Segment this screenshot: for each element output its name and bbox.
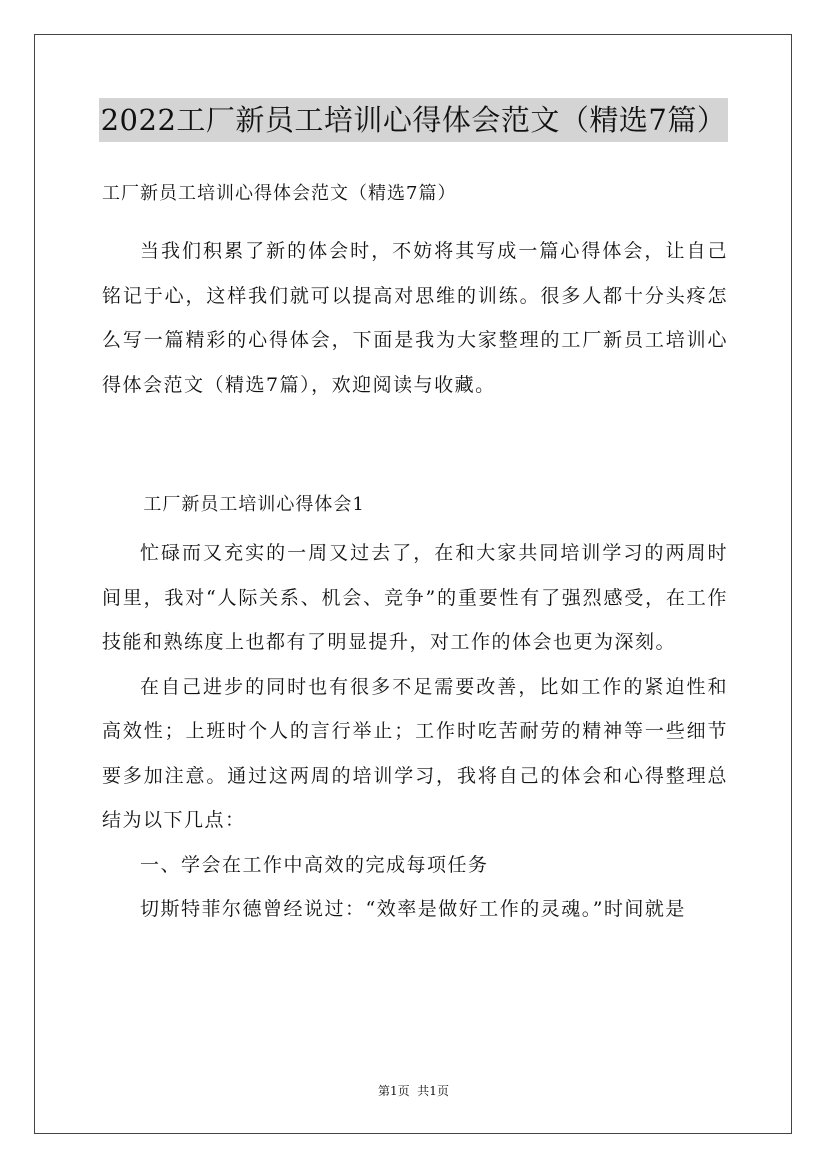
- page-footer: 第1页 共1页: [378, 1084, 449, 1098]
- body-paragraph: 切斯特菲尔德曾经说过：“效率是做好工作的灵魂。”时间就是: [140, 898, 686, 920]
- document-body: [102, 176, 728, 932]
- body-paragraph: 在自己进步的同时也有很多不足需要改善，比如工作的紧迫性和高效性；上班时个人的言行举止；工作时吃苦耐劳的精神等一些细节要多加注意。通过这两周的培训学习，我将自己的体会和心得整理总结为以下几点：: [102, 675, 728, 831]
- document-title: 2022工厂新员工培训心得体会范文（精选7篇）: [99, 98, 729, 142]
- intro-paragraph: 当我们积累了新的体会时，不妨将其写成一篇心得体会，让自己铭记于心，这样我们就可以提高对思维的训练。很多人都十分头疼怎么写一篇精彩的心得体会，下面是我为大家整理的工厂新员工培训心得体会范文（精选7篇），欢迎阅读与收藏。: [102, 240, 728, 396]
- title-container: [0, 98, 827, 142]
- document-subtitle: 工厂新员工培训心得体会范文（精选7篇）: [102, 183, 457, 204]
- body-paragraph: 忙碌而又充实的一周又过去了，在和大家共同培训学习的两周时间里，我对“人际关系、机会、竞争”的重要性有了强烈感受，在工作技能和熟练度上也都有了明显提升，对工作的体会也更为深刻。: [102, 542, 728, 653]
- subsection-heading: 一、学会在工作中高效的完成每项任务: [140, 853, 489, 876]
- section-heading: 工厂新员工培训心得体会1: [143, 494, 365, 515]
